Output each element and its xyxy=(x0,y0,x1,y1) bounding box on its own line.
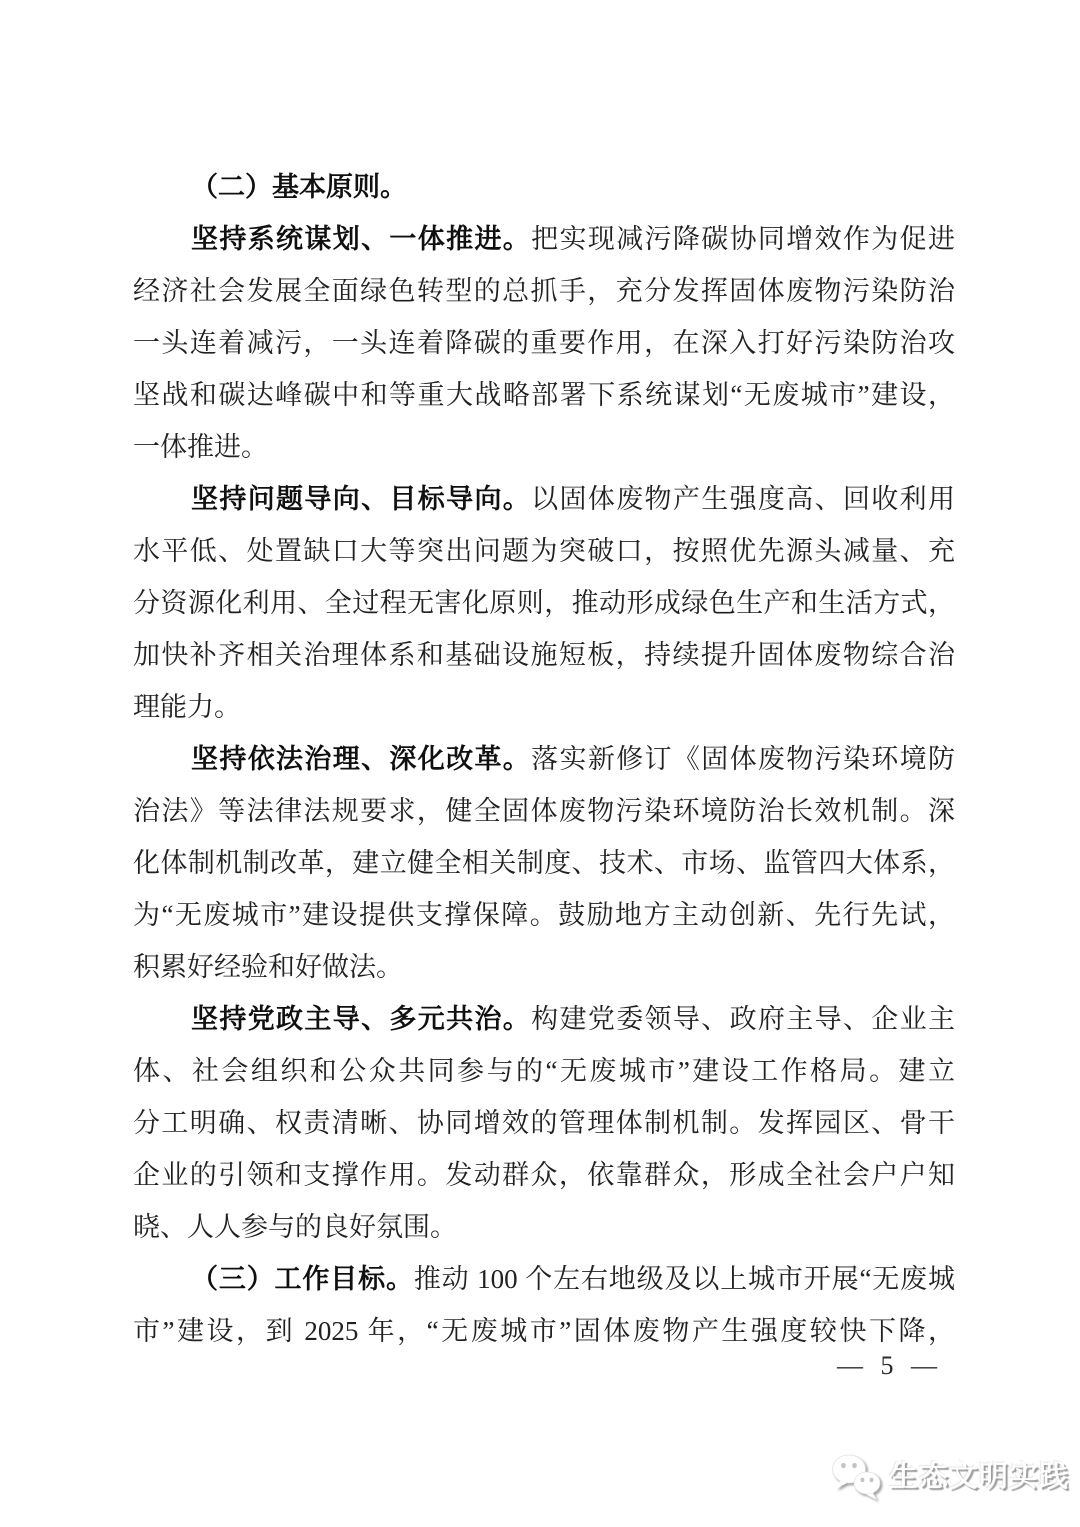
line-text: 晓、人人参与的良好氛围。 xyxy=(133,1212,457,1242)
lead-in-bold: 坚持问题导向、目标导向。 xyxy=(191,484,532,514)
text-line xyxy=(133,317,955,369)
text-line xyxy=(133,1045,955,1097)
line-text: 为“无废城市”建设提供支撑保障。鼓励地方主动创新、先行先试， xyxy=(133,900,955,930)
line-text: 分资源化利用、全过程无害化原则，推动形成绿色生产和生活方式， xyxy=(133,588,955,618)
line-text: 坚战和碳达峰碳中和等重大战略部署下系统谋划“无废城市”建设， xyxy=(133,380,955,410)
text-line xyxy=(133,473,955,525)
text-line xyxy=(133,265,955,317)
text-line xyxy=(133,837,955,889)
text-line xyxy=(133,629,955,681)
line-text: 把实现减污降碳协同增效作为促进 xyxy=(531,224,955,254)
text-line xyxy=(133,1097,955,1149)
line-text: 市”建设，到 2025 年，“无废城市”固体废物产生强度较快下降， xyxy=(133,1316,955,1346)
text-line xyxy=(133,889,955,941)
text-line xyxy=(133,681,955,733)
text-line xyxy=(133,1305,955,1357)
line-text: 经济社会发展全面绿色转型的总抓手，充分发挥固体废物污染防治 xyxy=(133,276,955,306)
text-line xyxy=(133,785,955,837)
text-line xyxy=(133,993,955,1045)
text-line xyxy=(133,1253,955,1305)
lead-in-bold: 坚持党政主导、多元共治。 xyxy=(191,1004,532,1034)
line-text: 积累好经验和好做法。 xyxy=(133,952,403,982)
line-text: 以固体废物产生强度高、回收利用 xyxy=(531,484,955,514)
line-text: 治法》等法律法规要求，健全固体废物污染环境防治长效机制。深 xyxy=(133,796,955,826)
line-text: 理能力。 xyxy=(133,692,241,722)
lead-in-bold: 坚持依法治理、深化改革。 xyxy=(191,744,532,774)
line-text: 一头连着减污，一头连着降碳的重要作用，在深入打好污染防治攻 xyxy=(133,328,955,358)
text-line xyxy=(133,1201,955,1253)
text-line xyxy=(133,525,955,577)
line-text: 分工明确、权责清晰、协同增效的管理体制机制。发挥园区、骨干 xyxy=(133,1108,955,1138)
line-text: 构建党委领导、政府主导、企业主 xyxy=(531,1004,955,1034)
wechat-icon xyxy=(830,1452,884,1502)
text-line xyxy=(133,421,955,473)
text-line xyxy=(133,941,955,993)
document-body xyxy=(133,161,955,1357)
lead-in-bold: （二）基本原则。 xyxy=(191,172,407,202)
line-text: 推动 100 个左右地级及以上城市开展“无废城 xyxy=(413,1264,955,1294)
line-text: 加快补齐相关治理体系和基础设施短板，持续提升固体废物综合治 xyxy=(133,640,955,670)
lead-in-bold: 坚持系统谋划、一体推进。 xyxy=(191,224,532,254)
line-text: 水平低、处置缺口大等突出问题为突破口，按照优先源头减量、充 xyxy=(133,536,955,566)
text-line xyxy=(133,1149,955,1201)
line-text: 一体推进。 xyxy=(133,432,268,462)
text-line xyxy=(133,213,955,265)
watermark-label: 生态文明实践 xyxy=(889,1461,1070,1493)
line-text: 企业的引领和支撑作用。发动群众，依靠群众，形成全社会户户知 xyxy=(133,1160,955,1190)
line-text: 落实新修订《固体废物污染环境防 xyxy=(531,744,955,774)
heading-line xyxy=(133,161,955,213)
page-number: — 5 — xyxy=(837,1351,940,1380)
watermark xyxy=(830,1452,1069,1502)
text-line xyxy=(133,369,955,421)
text-line xyxy=(133,733,955,785)
text-line xyxy=(133,577,955,629)
line-text: 化体制机制改革，建立健全相关制度、技术、市场、监管四大体系， xyxy=(133,848,955,878)
line-text: 体、社会组织和公众共同参与的“无废城市”建设工作格局。建立 xyxy=(133,1056,955,1086)
lead-in-bold: （三）工作目标。 xyxy=(191,1264,414,1294)
